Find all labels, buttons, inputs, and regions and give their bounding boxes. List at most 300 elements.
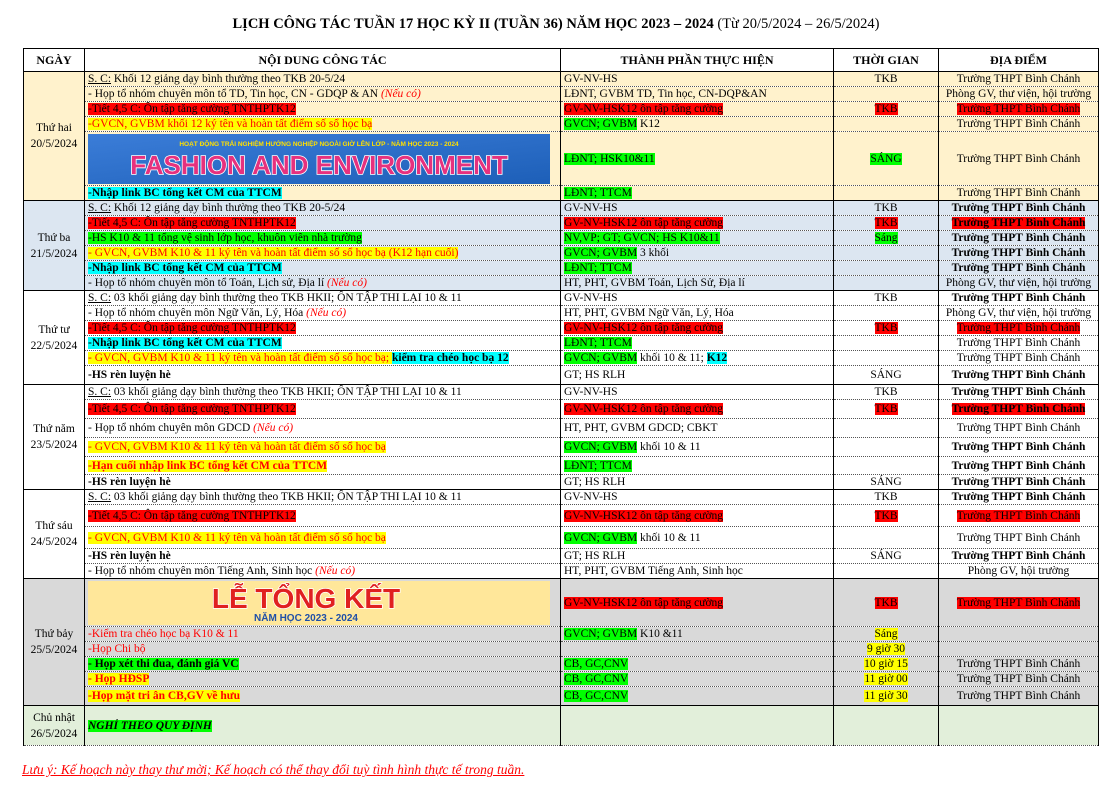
text-segment: Trường THPT Bình Chánh	[956, 422, 1081, 434]
text-segment: LĐNT; TTCM	[564, 459, 632, 472]
text-segment: HT, PHT, GVBM GDCD; CBKT	[564, 422, 718, 434]
participants-cell	[561, 276, 834, 291]
table-row	[24, 687, 1099, 706]
time-cell	[834, 291, 939, 306]
text-segment: Trường THPT Bình Chánh	[951, 232, 1086, 244]
table-row	[24, 261, 1099, 276]
text-segment: HT, PHT, GVBM Tiếng Anh, Sinh học	[564, 565, 743, 577]
text-segment: - Họp tổ nhóm chuyên môn Ngữ Văn, Lý, Hóa	[88, 307, 307, 319]
table-row	[24, 642, 1099, 657]
time-cell	[834, 642, 939, 657]
text-segment: HT, PHT, GVBM Ngữ Văn, Lý, Hóa	[564, 307, 734, 319]
text-segment: Trường THPT Bình Chánh	[956, 673, 1081, 685]
day-cell	[24, 385, 85, 490]
text-segment: GV-NV-HSK12 ôn tập tăng cường	[564, 103, 724, 115]
table-row	[24, 306, 1099, 321]
day-name: Thứ tư	[38, 323, 70, 336]
text-segment: -HS rèn luyện hè	[88, 550, 171, 562]
text-segment: GVCN; GVBM	[564, 352, 638, 364]
time-cell	[834, 490, 939, 505]
text-segment: S. C:	[88, 73, 112, 85]
text-segment: S. C:	[88, 292, 112, 304]
text-segment: 03 khối giảng dạy bình thường theo TKB HKII; ÔN TẬP THI LẠI 10 & 11	[111, 386, 462, 398]
location-cell	[939, 216, 1099, 231]
text-segment: CB, GC,CNV	[564, 690, 629, 702]
table-row	[24, 438, 1099, 457]
content-cell	[85, 231, 561, 246]
title-range: (Từ 20/5/2024 – 26/5/2024)	[717, 16, 880, 32]
location-cell	[939, 657, 1099, 672]
content-cell	[85, 400, 561, 419]
participants-cell	[561, 457, 834, 475]
participants-cell	[561, 475, 834, 490]
text-segment: (Nếu có)	[380, 88, 421, 100]
text-segment: - Họp xét thi đua, đánh giá VC	[88, 658, 239, 670]
text-segment: -Tiết 4,5 C: Ôn tập tăng cường TNTHPTK12	[88, 103, 296, 115]
footnote	[22, 762, 524, 778]
time-cell	[834, 351, 939, 366]
time-cell	[834, 87, 939, 102]
text-segment: HT, PHT, GVBM Toán, Lịch Sử, Địa lí	[564, 277, 745, 289]
day-cell	[24, 291, 85, 385]
location-cell	[939, 306, 1099, 321]
table-row	[24, 72, 1099, 87]
text-segment: - GVCN, GVBM K10 & 11 ký tên và hoàn tất điểm số sổ học bạ;	[88, 352, 392, 364]
text-segment: -Nhập link BC tổng kết CM của TTCM	[88, 187, 282, 199]
table-row	[24, 231, 1099, 246]
location-cell	[939, 687, 1099, 706]
table-row	[24, 336, 1099, 351]
banner-sub-text: NĂM HỌC 2023 - 2024	[254, 612, 358, 624]
table-row	[24, 419, 1099, 438]
text-segment: LĐNT, GVBM TD, Tin học, CN-DQP&AN	[564, 88, 767, 100]
participants-cell	[561, 87, 834, 102]
content-cell	[85, 527, 561, 549]
text-segment: K12	[706, 352, 728, 364]
content-cell	[85, 336, 561, 351]
time-cell	[834, 72, 939, 87]
text-segment: (Nếu có)	[315, 565, 356, 577]
table-row	[24, 505, 1099, 527]
text-segment: TKB	[874, 403, 898, 415]
text-segment: (Nếu có)	[327, 277, 367, 289]
table-row	[24, 490, 1099, 505]
day-date: 20/5/2024	[30, 138, 78, 150]
table-row	[24, 87, 1099, 102]
text-segment: TKB	[874, 386, 898, 398]
time-cell	[834, 672, 939, 687]
content-cell	[85, 117, 561, 132]
text-segment: Trường THPT Bình Chánh	[951, 369, 1086, 381]
text-segment: GVCN; GVBM	[564, 628, 638, 640]
text-segment: Phòng GV, thư viện, hội trường	[945, 88, 1092, 100]
text-segment: TKB	[874, 202, 898, 214]
table-row	[24, 246, 1099, 261]
location-cell	[939, 457, 1099, 475]
text-segment: SÁNG	[870, 369, 902, 381]
text-segment: K10 &11	[637, 628, 683, 640]
location-cell	[939, 87, 1099, 102]
text-segment: kiểm tra chéo học bạ 12	[391, 352, 509, 364]
text-segment: Trường THPT Bình Chánh	[956, 73, 1081, 85]
participants-cell	[561, 706, 834, 746]
location-cell	[939, 564, 1099, 579]
text-segment: SÁNG	[870, 476, 902, 488]
fashion-environment-banner	[88, 134, 550, 184]
time-cell	[834, 438, 939, 457]
text-segment: - Họp tổ nhóm chuyên môn tổ TD, Tin học, CN - GDQP & AN	[88, 88, 381, 100]
text-segment: Trường THPT Bình Chánh	[956, 531, 1081, 544]
time-cell	[834, 419, 939, 438]
table-row	[24, 117, 1099, 132]
day-name: Chủ nhật	[33, 711, 75, 724]
text-segment: S. C:	[88, 491, 112, 503]
table-row	[24, 385, 1099, 400]
content-cell	[85, 385, 561, 400]
location-cell	[939, 276, 1099, 291]
time-cell	[834, 706, 939, 746]
content-cell	[85, 246, 561, 261]
location-cell	[939, 419, 1099, 438]
time-cell	[834, 687, 939, 706]
location-cell	[939, 291, 1099, 306]
text-segment: GV-NV-HSK12 ôn tập tăng cường	[564, 322, 724, 334]
day-name: Thứ bảy	[34, 628, 74, 640]
content-cell	[85, 475, 561, 490]
text-segment: Trường THPT Bình Chánh	[951, 217, 1086, 229]
participants-cell	[561, 419, 834, 438]
content-cell	[85, 186, 561, 201]
day-name: Thứ ba	[37, 231, 71, 244]
text-segment: -Tiết 4,5 C: Ôn tập tăng cường TNTHPTK12	[88, 322, 296, 334]
page-title	[0, 16, 1112, 33]
text-segment: Trường THPT Bình Chánh	[956, 187, 1081, 199]
text-segment: khối 10 & 11;	[637, 352, 707, 364]
day-cell	[24, 706, 85, 746]
content-cell	[85, 672, 561, 687]
participants-cell	[561, 117, 834, 132]
participants-cell	[561, 102, 834, 117]
table-row	[24, 657, 1099, 672]
day-date: 23/5/2024	[30, 439, 78, 451]
text-segment: TKB	[874, 322, 898, 334]
location-cell	[939, 438, 1099, 457]
time-cell	[834, 117, 939, 132]
text-segment: LĐNT; TTCM	[564, 262, 632, 274]
participants-cell	[561, 438, 834, 457]
table-row	[24, 201, 1099, 216]
text-segment: LĐNT; TTCM	[564, 187, 632, 199]
text-segment: NV,VP; GT; GVCN; HS K10&11	[564, 232, 720, 244]
day-date: 21/5/2024	[30, 247, 78, 260]
location-cell	[939, 579, 1099, 627]
text-segment: Trường THPT Bình Chánh	[951, 550, 1086, 562]
content-cell	[85, 687, 561, 706]
text-segment: 11 giờ 30	[864, 690, 908, 702]
table-row	[24, 475, 1099, 490]
table-row	[24, 186, 1099, 201]
schedule-table	[23, 48, 1099, 746]
content-cell	[85, 321, 561, 336]
participants-cell	[561, 336, 834, 351]
content-cell	[85, 490, 561, 505]
text-segment: Trường THPT Bình Chánh	[951, 247, 1086, 259]
table-row	[24, 216, 1099, 231]
text-segment: CB, GC,CNV	[564, 673, 629, 685]
text-segment: -Tiết 4,5 C: Ôn tập tăng cường TNTHPTK12	[88, 403, 296, 415]
text-segment: GV-NV-HSK12 ôn tập tăng cường	[564, 509, 724, 522]
text-segment: -GVCN, GVBM khối 12 ký tên và hoàn tất điểm số sổ học bạ	[88, 118, 373, 130]
text-segment: GVCN; GVBM	[564, 441, 638, 453]
text-segment: TKB	[874, 73, 898, 85]
participants-cell	[561, 627, 834, 642]
banner-top-text: HOẠT ĐỘNG TRẢI NGHIỆM HƯỚNG NGHIỆP NGOÀI GIỜ LÊN LỚP - NĂM HỌC 2023 - 2024	[179, 140, 459, 148]
content-cell	[85, 72, 561, 87]
time-cell	[834, 261, 939, 276]
time-cell	[834, 366, 939, 385]
content-cell	[85, 579, 561, 627]
text-segment: -HS K10 & 11 tổng vệ sinh lớp học, khuôn viên nhà trường	[88, 232, 362, 244]
header-row	[24, 49, 1099, 72]
day-cell	[24, 490, 85, 579]
text-segment: LĐNT; HSK10&11	[564, 152, 655, 165]
content-cell	[85, 366, 561, 385]
location-cell	[939, 475, 1099, 490]
text-segment: TKB	[874, 491, 898, 503]
banner-main-text: LỄ TỔNG KẾT	[211, 582, 401, 614]
text-segment: Trường THPT Bình Chánh	[951, 476, 1086, 488]
text-segment: 03 khối giảng dạy bình thường theo TKB HKII; ÔN TẬP THI LẠI 10 & 11	[111, 292, 462, 304]
content-cell	[85, 419, 561, 438]
content-cell	[85, 457, 561, 475]
text-segment: LĐNT; TTCM	[564, 337, 632, 349]
content-cell	[85, 102, 561, 117]
table-row	[24, 366, 1099, 385]
participants-cell	[561, 72, 834, 87]
day-cell	[24, 201, 85, 291]
location-cell	[939, 366, 1099, 385]
footnote-prefix: Lưu ý:	[22, 762, 58, 777]
time-cell	[834, 306, 939, 321]
text-segment: Trường THPT Bình Chánh	[956, 352, 1081, 364]
day-name: Thứ năm	[33, 423, 75, 435]
time-cell	[834, 457, 939, 475]
day-name: Thứ hai	[36, 122, 72, 134]
time-cell	[834, 216, 939, 231]
text-segment: SÁNG	[870, 152, 902, 165]
content-cell	[85, 706, 561, 746]
participants-cell	[561, 579, 834, 627]
footnote-text: Kế hoạch này thay thư mời; Kế hoạch có thể thay đổi tuỳ tình hình thực tế trong tuần.	[57, 762, 525, 777]
participants-cell	[561, 385, 834, 400]
participants-cell	[561, 490, 834, 505]
text-segment: GVCN; GVBM	[564, 247, 638, 259]
time-cell	[834, 564, 939, 579]
table-row	[24, 351, 1099, 366]
text-segment: -Nhập link BC tổng kết CM của TTCM	[88, 262, 282, 274]
text-segment: Trường THPT Bình Chánh	[951, 292, 1086, 304]
text-segment: Phòng GV, thư viện, hội trường	[945, 277, 1092, 289]
text-segment: GVCN; GVBM	[564, 531, 638, 544]
le-tong-ket-banner	[88, 581, 550, 625]
text-segment: Trường THPT Bình Chánh	[956, 509, 1081, 522]
table-row	[24, 564, 1099, 579]
text-segment: - Họp HĐSP	[88, 673, 150, 685]
location-cell	[939, 706, 1099, 746]
text-segment: - Họp tổ nhóm chuyên môn Tiếng Anh, Sinh học	[88, 565, 316, 577]
participants-cell	[561, 527, 834, 549]
participants-cell	[561, 351, 834, 366]
text-segment: TKB	[874, 596, 898, 609]
text-segment: GT; HS RLH	[564, 369, 626, 381]
time-cell	[834, 657, 939, 672]
text-segment: 10 giờ 15	[864, 658, 908, 670]
text-segment: GT; HS RLH	[564, 550, 626, 562]
title-main: LỊCH CÔNG TÁC TUẦN 17 HỌC KỲ II (TUẦN 36) NĂM HỌC 2023 – 2024	[232, 16, 714, 32]
text-segment: GV-NV-HSK12 ôn tập tăng cường	[564, 596, 724, 609]
text-segment: Trường THPT Bình Chánh	[956, 690, 1081, 702]
table-row	[24, 457, 1099, 475]
content-cell	[85, 201, 561, 216]
location-cell	[939, 72, 1099, 87]
text-segment: GV-NV-HS	[564, 202, 618, 214]
time-cell	[834, 579, 939, 627]
participants-cell	[561, 261, 834, 276]
text-segment: GV-NV-HS	[564, 386, 618, 398]
time-cell	[834, 231, 939, 246]
participants-cell	[561, 216, 834, 231]
header-participants: THÀNH PHẦN THỰC HIỆN	[561, 49, 834, 72]
text-segment: khối 10 & 11	[637, 531, 701, 544]
text-segment: Trường THPT Bình Chánh	[951, 403, 1086, 415]
text-segment: -HS rèn luyện hè	[88, 476, 171, 488]
location-cell	[939, 385, 1099, 400]
time-cell	[834, 385, 939, 400]
table-row	[24, 549, 1099, 564]
time-cell	[834, 132, 939, 186]
text-segment: Trường THPT Bình Chánh	[956, 152, 1081, 165]
participants-cell	[561, 549, 834, 564]
text-segment: Sáng	[874, 232, 898, 244]
text-segment: khối 10 & 11	[637, 441, 701, 453]
location-cell	[939, 627, 1099, 642]
table-row	[24, 276, 1099, 291]
location-cell	[939, 261, 1099, 276]
time-cell	[834, 400, 939, 419]
participants-cell	[561, 291, 834, 306]
text-segment: Khối 12 giảng dạy bình thường theo TKB 20-5/24	[111, 202, 346, 214]
text-segment: -Tiết 4,5 C: Ôn tập tăng cường TNTHPTK12	[88, 217, 296, 229]
text-segment: TKB	[874, 509, 898, 522]
content-cell	[85, 657, 561, 672]
schedule-body	[24, 72, 1099, 746]
text-segment: Trường THPT Bình Chánh	[951, 202, 1086, 214]
table-row	[24, 132, 1099, 186]
text-segment: Phòng GV, hội trường	[967, 565, 1070, 577]
time-cell	[834, 186, 939, 201]
day-date: 24/5/2024	[30, 536, 78, 548]
participants-cell	[561, 246, 834, 261]
text-segment: -Họp mặt tri ân CB,GV về hưu	[88, 690, 241, 702]
location-cell	[939, 246, 1099, 261]
content-cell	[85, 438, 561, 457]
day-date: 22/5/2024	[30, 339, 78, 352]
text-segment: K12	[637, 118, 660, 130]
time-cell	[834, 549, 939, 564]
participants-cell	[561, 642, 834, 657]
location-cell	[939, 527, 1099, 549]
location-cell	[939, 505, 1099, 527]
text-segment: - Họp tổ nhóm chuyên môn GDCD	[88, 422, 254, 434]
header-content: NỘI DUNG CÔNG TÁC	[85, 49, 561, 72]
text-segment: Trường THPT Bình Chánh	[956, 658, 1081, 670]
text-segment: (Nếu có)	[306, 307, 347, 319]
day-date: 26/5/2024	[30, 727, 78, 740]
participants-cell	[561, 321, 834, 336]
text-segment: Sáng	[874, 628, 898, 640]
text-segment: -Tiết 4,5 C: Ôn tập tăng cường TNTHPTK12	[88, 509, 296, 522]
text-segment: S. C:	[88, 202, 112, 214]
table-row	[24, 321, 1099, 336]
text-segment: (Nếu có)	[253, 422, 294, 434]
text-segment: Khối 12 giảng dạy bình thường theo TKB 20-5/24	[111, 73, 346, 85]
participants-cell	[561, 186, 834, 201]
participants-cell	[561, 672, 834, 687]
text-segment: GV-NV-HS	[564, 292, 618, 304]
location-cell	[939, 117, 1099, 132]
text-segment: Phòng GV, thư viện, hội trường	[945, 307, 1092, 319]
location-cell	[939, 490, 1099, 505]
participants-cell	[561, 687, 834, 706]
content-cell	[85, 351, 561, 366]
table-row	[24, 706, 1099, 746]
text-segment: GV-NV-HS	[564, 491, 618, 503]
content-cell	[85, 291, 561, 306]
text-segment: 3 khối	[637, 247, 670, 259]
day-cell	[24, 72, 85, 201]
text-segment: NGHỈ THEO QUY ĐỊNH	[88, 719, 212, 732]
banner-main-text: FASHION AND ENVIRONMENT	[130, 149, 508, 180]
location-cell	[939, 186, 1099, 201]
location-cell	[939, 642, 1099, 657]
location-cell	[939, 549, 1099, 564]
text-segment: Trường THPT Bình Chánh	[951, 262, 1086, 274]
text-segment: GT; HS RLH	[564, 476, 626, 488]
text-segment: Trường THPT Bình Chánh	[951, 386, 1086, 398]
text-segment: Trường THPT Bình Chánh	[956, 103, 1081, 115]
participants-cell	[561, 201, 834, 216]
time-cell	[834, 475, 939, 490]
table-row	[24, 627, 1099, 642]
location-cell	[939, 351, 1099, 366]
text-segment: Trường THPT Bình Chánh	[956, 118, 1081, 130]
text-segment: 9 giờ 30	[866, 643, 906, 655]
participants-cell	[561, 564, 834, 579]
text-segment: -Kiểm tra chéo học bạ K10 & 11	[88, 628, 239, 640]
text-segment: SÁNG	[870, 550, 902, 562]
text-segment: Trường THPT Bình Chánh	[951, 441, 1086, 453]
location-cell	[939, 201, 1099, 216]
time-cell	[834, 246, 939, 261]
time-cell	[834, 201, 939, 216]
text-segment: Trường THPT Bình Chánh	[951, 459, 1086, 472]
time-cell	[834, 627, 939, 642]
participants-cell	[561, 132, 834, 186]
location-cell	[939, 672, 1099, 687]
content-cell	[85, 627, 561, 642]
location-cell	[939, 231, 1099, 246]
day-cell	[24, 579, 85, 706]
